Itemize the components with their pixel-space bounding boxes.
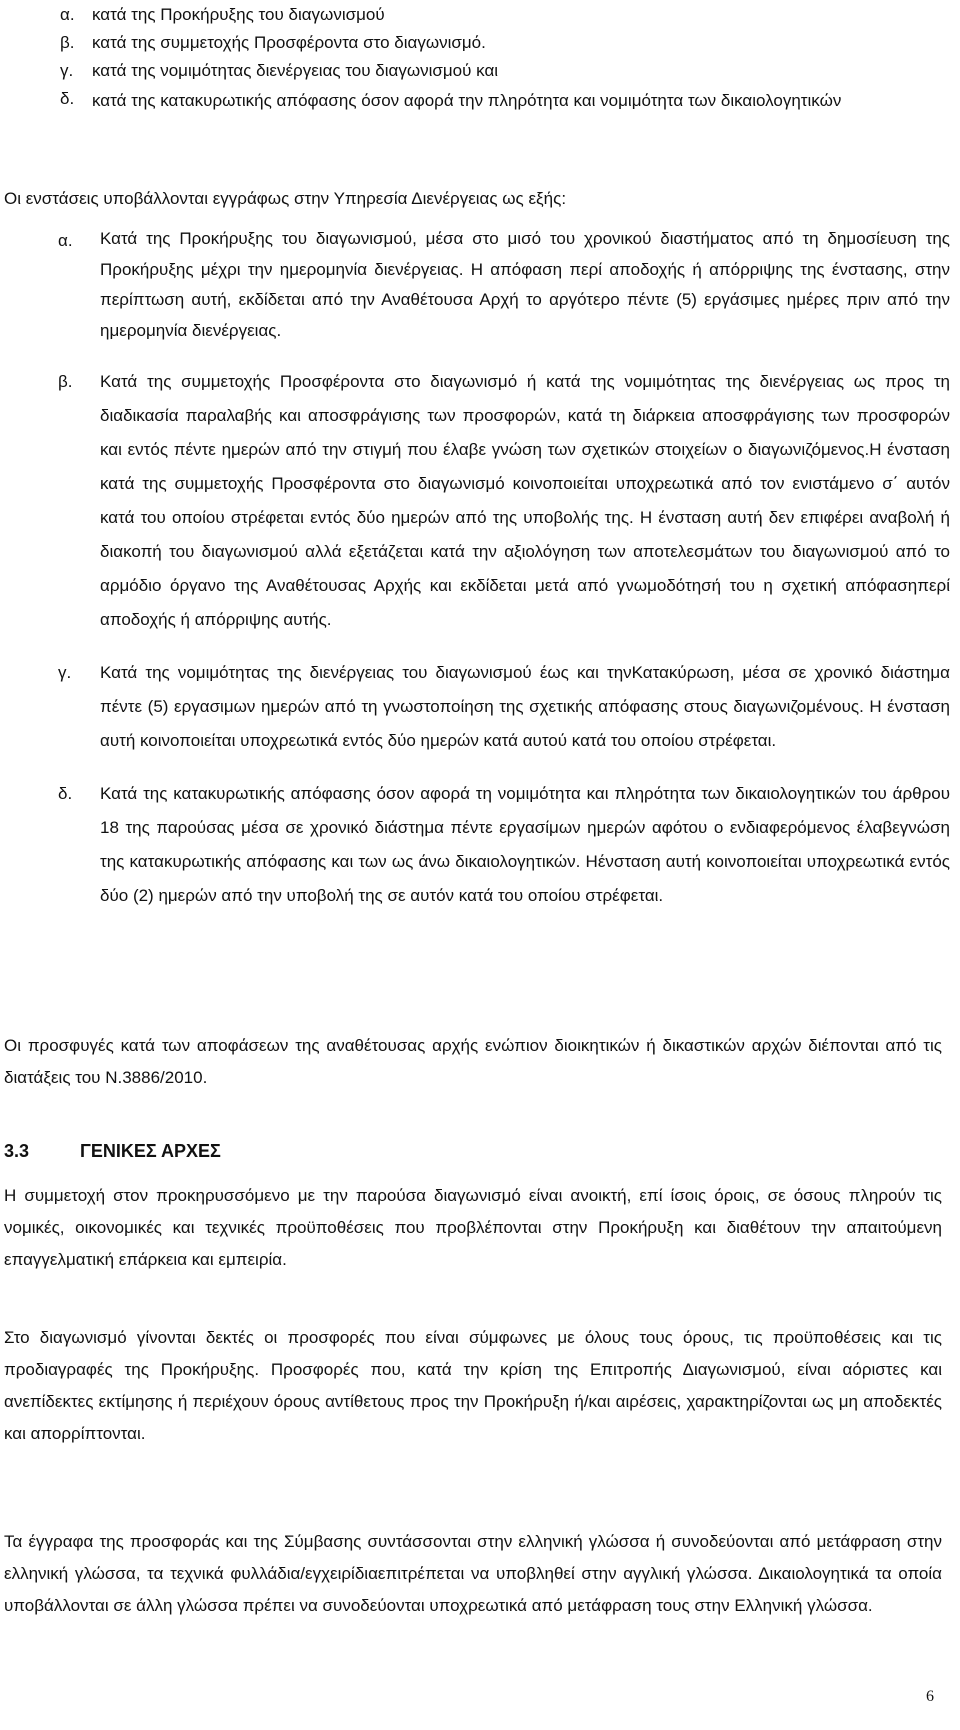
list-marker: γ. [60,61,74,80]
objection-subjects-list [60,1,940,116]
procedure-item-c [58,656,950,758]
item-text: Κατά της νομιμότητας της διενέργειας του διαγωνισμού έως και τηνΚατακύρωση, μέσα σε χρονικό διάστημα πέντε (5) εργασιμων ημερών από τη γνωστοποίηση της σχετικής απόφασης στους διαγωνιζομένους. Η ένσταση αυτή κοινοποιείται υποχρεωτικά εντός δύο ημερών κατά αυτού κατά του οποίου στρέφεται. [100,663,950,750]
section-number: 3.3 [4,1141,30,1161]
procedure-item-b [58,365,950,637]
list-text: κατά της συμμετοχής Προσφέροντα στο διαγωνισμό. [92,33,486,52]
item-marker: γ. [58,663,72,682]
procedure-item-d [58,777,950,913]
item-marker: α. [58,231,73,250]
intro-sentence: Οι ενστάσεις υποβάλλονται εγγράφως στην Υπηρεσία Διενέργειας ως εξής: [4,189,567,208]
objection-procedure-list [58,224,950,932]
list-item [60,29,940,57]
item-text: Κατά της κατακυρωτικής απόφασης όσον αφορά τη νομιμότητα και πληρότητα των δικαιολογητικών του άρθρου 18 της παρούσας μέσα σε χρονικό διάστημα πέντε εργασίμων ημερών αφότου ο ενδιαφερόμενος έλαβεγνώση της κατακυρωτικής απόφασης και των ως άνω δικαιολογητικών. Ηένσταση αυτή κοινοποιείται υποχρεωτικά εντός δύο (2) ημερών από την υποβολή της σε αυτόν κατά του οποίου στρέφεται. [100,784,950,905]
list-item [60,57,940,85]
list-marker: β. [60,33,75,52]
item-text: Κατά της συμμετοχής Προσφέροντα στο διαγωνισμό ή κατά της νομιμότητας της διενέργειας ως προς τη διαδικασία παραλαβής και αποσφράγισης των προσφορών, κατά τη διάρκεια αποσφράγισης των προσφορών και εντός πέντε ημερών από την στιγμή που έλαβε γνώση των σχετικών στοιχείων ο διαγωνιζόμενος.Η ένσταση κατά της συμμετοχής Προσφέροντα στο διαγωνισμό κοινοποιείται υποχρεωτικά από τον ενιστάμενο σ΄ αυτόν κατά του οποίου στρέφεται εντός δύο ημερών από της υποβολής της. Η ένσταση αυτή δεν επιφέρει αναβολή ή διακοπή του διαγωνισμού αλλά εξετάζεται κατά την αξιολόγηση των αποτελεσμάτων του διαγωνισμού από το αρμόδιο όργανο της Αναθέτουσας Αρχής και εκδίδεται μετά από γνωμοδότησή του η σχετική απόφασηπερί αποδοχής ή απόρριψης αυτής. [100,372,950,629]
list-text: κατά της νομιμότητας διενέργειας του διαγωνισμού και [92,61,499,80]
body-paragraph: Η συμμετοχή στον προκηρυσσόμενο με την παρούσα διαγωνισμό είναι ανοικτή, επί ίσοις όροις, σε όσους πληρούν τις νομικές, οικονομικές και τεχνικές προϋποθέσεις που προβλέπονται στην Προκήρυξη και διαθέτουν την απαιτούμενη επαγγελματική επάρκεια και εμπειρία. [4,1186,942,1269]
list-text: κατά της Προκήρυξης του διαγωνισμού [92,5,385,24]
item-marker: β. [58,372,73,391]
page-number: 6 [926,1688,934,1705]
body-paragraph: Στο διαγωνισμό γίνονται δεκτές οι προσφορές που είναι σύμφωνες με όλους τους όρους, τις προϋποθέσεις και τις προδιαγραφές της Προκήρυξης. Προσφορές που, κατά την κρίση της Επιτροπής Διαγωνισμού, είναι αόριστες και ανεπίδεκτες εκτίμησης ή περιέχουν όρους αντίθετους προς την Προκήρυξη ή/και αιρέσεις, χαρακτηρίζονται ως μη αποδεκτές και απορρίπτονται. [4,1328,942,1443]
procedure-item-a [58,224,950,346]
item-text: Κατά της Προκήρυξης του διαγωνισμού, μέσα στο μισό του χρονικού διαστήματος από τη δημοσίευση της Προκήρυξης μέχρι την ημερομηνία διενέργειας. Η απόφαση περί αποδοχής ή απόρριψης της ένστασης, στην περίπτωση αυτή, εκδίδεται από την Αναθέτουσα Αρχή το αργότερο πέντε (5) εργάσιμες ημέρες πριν από την ημερομηνία διενέργειας. [100,229,950,340]
list-marker: α. [60,5,75,24]
body-paragraph: Τα έγγραφα της προσφοράς και της Σύμβασης συντάσσονται στην ελληνική γλώσσα ή συνοδεύονται από μετάφραση στην ελληνική γλώσσα, τα τεχνικά φυλλάδια/εγχειρίδιαεπιτρέπεται να υποβληθεί στην αγγλική γλώσσα. Δικαιολογητικά τα οποία υποβάλλονται σε άλλη γλώσσα πρέπει να συνοδεύονται υποχρεωτικά από μετάφραση τους στην Ελληνική γλώσσα. [4,1532,942,1615]
list-text: κατά της κατακυρωτικής απόφασης όσον αφορά την πληρότητα και νομιμότητα των δικαιολογητικών [92,91,842,110]
section-title: ΓΕΝΙΚΕΣ ΑΡΧΕΣ [80,1141,221,1161]
list-marker: δ. [60,89,75,108]
section-heading [4,1141,221,1162]
list-item [60,85,940,116]
appeal-paragraph: Οι προσφυγές κατά των αποφάσεων της αναθέτουσας αρχής ενώπιον διοικητικών ή δικαστικών αρχών διέπονται από τις διατάξεις του Ν.3886/2010. [4,1036,942,1087]
item-marker: δ. [58,784,73,803]
list-item [60,1,940,29]
